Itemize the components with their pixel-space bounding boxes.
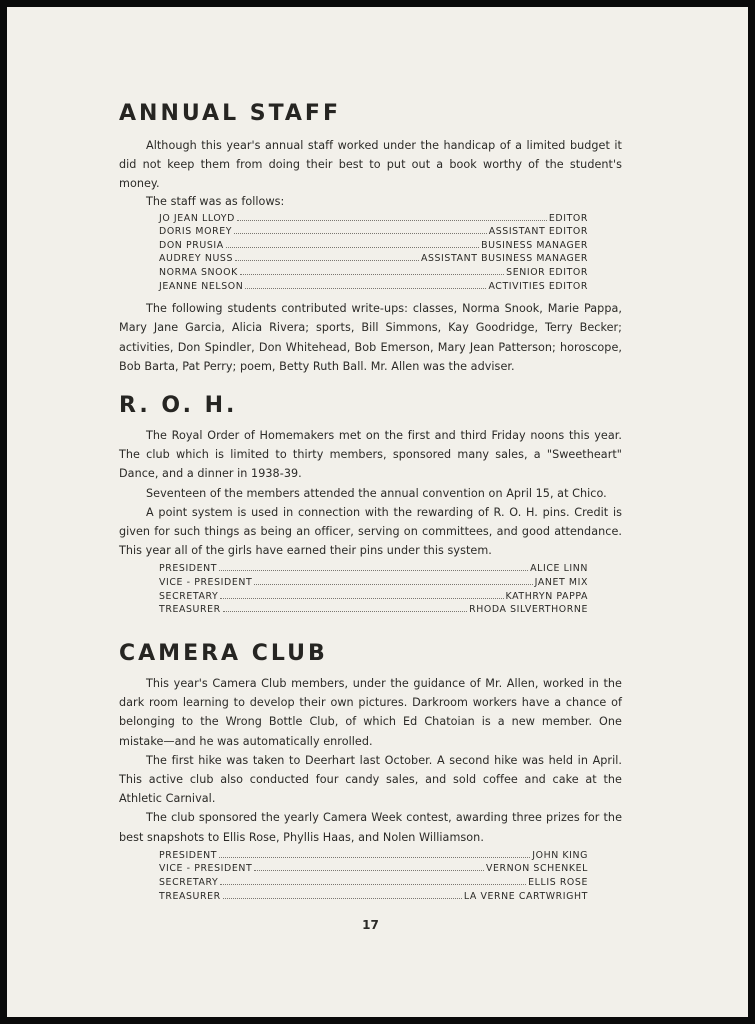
staff-role: SENIOR EDITOR [506,266,588,278]
officer-row [159,576,588,590]
camera-club-paragraph: The club sponsored the yearly Camera Week contest, awarding three prizes for the best snapshots to Ellis Rose, Phyllis Haas, and Nolen Williamson. [119,811,622,844]
annual-staff-intro: Although this year's annual staff worked under the handicap of a limited budget it did not keep them from doing their best to put out a book worthy of the student's money. [119,139,622,191]
staff-row [159,266,588,280]
leader-dots [245,288,486,289]
officer-name: JOHN KING [532,849,588,861]
officer-name: KATHRYN PAPPA [505,590,588,602]
leader-dots [219,857,530,858]
staff-name: NORMA SNOOK [159,266,238,278]
staff-name: DORIS MOREY [159,226,233,238]
camera-club-paragraph: This year's Camera Club members, under the guidance of Mr. Allen, worked in the dark room learning to develop their own pictures. Darkroom workers have a chance of belonging to the Wrong Bottle Club, of which Ed Chatoian is a new member. One mistake—and he was automatically enrolled. [119,677,622,748]
leader-dots [237,220,547,221]
leader-dots [220,884,526,885]
staff-role: BUSINESS MANAGER [481,239,588,251]
staff-name: JO JEAN LLOYD [159,212,235,224]
roh-officer-list [159,562,588,616]
leader-dots [223,898,462,899]
officer-role: TREASURER [159,890,221,902]
camera-club-paragraph: The first hike was taken to Deerhart last October. A second hike was held in April. This active club also conducted four candy sales, and sold coffee and cake at the Athletic Carnival. [119,753,622,806]
annual-staff-contributors: The following students contributed write-ups: classes, Norma Snook, Marie Pappa, Mary Jane Garcia, Alicia Rivera; sports, Bill Simmons, Kay Goodridge, Terry Becker; activities, Don Spindler, Don Whitehead, Bob Emerson, Mary Jean Patterson; horoscope, Bob Barta, Pat Perry; poem, Betty Ruth Ball. Mr. Allen was the adviser. [119,302,622,373]
officer-role: VICE - PRESIDENT [159,863,253,875]
leader-dots [254,584,532,585]
camera-club-section [119,640,622,903]
officer-name: VERNON SCHENKEL [485,863,588,875]
staff-role: ASSISTANT BUSINESS MANAGER [420,253,588,265]
officer-role: PRESIDENT [159,849,218,861]
officer-name: RHODA SILVERTHORNE [469,604,588,616]
annual-staff-section [119,100,622,376]
roh-paragraph: Seventeen of the members attended the annual convention on April 15, at Chico. [146,486,607,500]
page-number: 17 [362,918,379,932]
officer-row [159,890,588,904]
staff-row [159,212,588,226]
roh-heading: R. O. H. [119,393,238,418]
roh-paragraph: A point system is used in connection with the rewarding of R. O. H. pins. Credit is given for such things as being an officer, serving on committees, and good attendance. This year all of the girls have earned their pins under this system. [119,505,622,558]
staff-name: AUDREY NUSS [159,253,234,265]
officer-name: ALICE LINN [530,563,588,575]
roh-paragraph: The Royal Order of Homemakers met on the first and third Friday noons this year. The club which is limited to thirty members, sponsored many sales, a "Sweetheart" Dance, and a dinner in 1938-39. [119,429,622,481]
staff-role: EDITOR [548,212,588,224]
officer-row [159,876,588,890]
officer-role: SECRETARY [159,590,219,602]
officer-row [159,603,588,617]
leader-dots [234,233,487,234]
officer-role: TREASURER [159,604,221,616]
staff-row [159,280,588,294]
leader-dots [235,260,419,261]
staff-role: ACTIVITIES EDITOR [488,280,588,292]
annual-staff-staff-line: The staff was as follows: [146,194,285,208]
staff-name: JEANNE NELSON [159,280,244,292]
yearbook-page [7,7,748,1017]
leader-dots [240,274,504,275]
officer-name: JANET MIX [534,577,588,589]
leader-dots [219,570,528,571]
roh-section [119,392,622,617]
officer-role: SECRETARY [159,877,219,889]
annual-staff-heading: ANNUAL STAFF [119,101,341,126]
staff-name: DON PRUSIA [159,239,224,251]
camera-club-heading: CAMERA CLUB [119,641,328,666]
leader-dots [220,598,503,599]
officer-row [159,562,588,576]
officer-row [159,849,588,863]
officer-name: ELLIS ROSE [528,877,588,889]
leader-dots [254,870,484,871]
leader-dots [223,611,467,612]
annual-staff-list [159,212,588,294]
officer-name: LA VERNE CARTWRIGHT [463,890,588,902]
staff-role: ASSISTANT EDITOR [488,226,588,238]
officer-row [159,590,588,604]
officer-row [159,862,588,876]
staff-row [159,252,588,266]
staff-row [159,225,588,239]
leader-dots [226,247,479,248]
officer-role: PRESIDENT [159,563,218,575]
staff-row [159,239,588,253]
camera-club-officer-list [159,849,588,903]
officer-role: VICE - PRESIDENT [159,577,253,589]
